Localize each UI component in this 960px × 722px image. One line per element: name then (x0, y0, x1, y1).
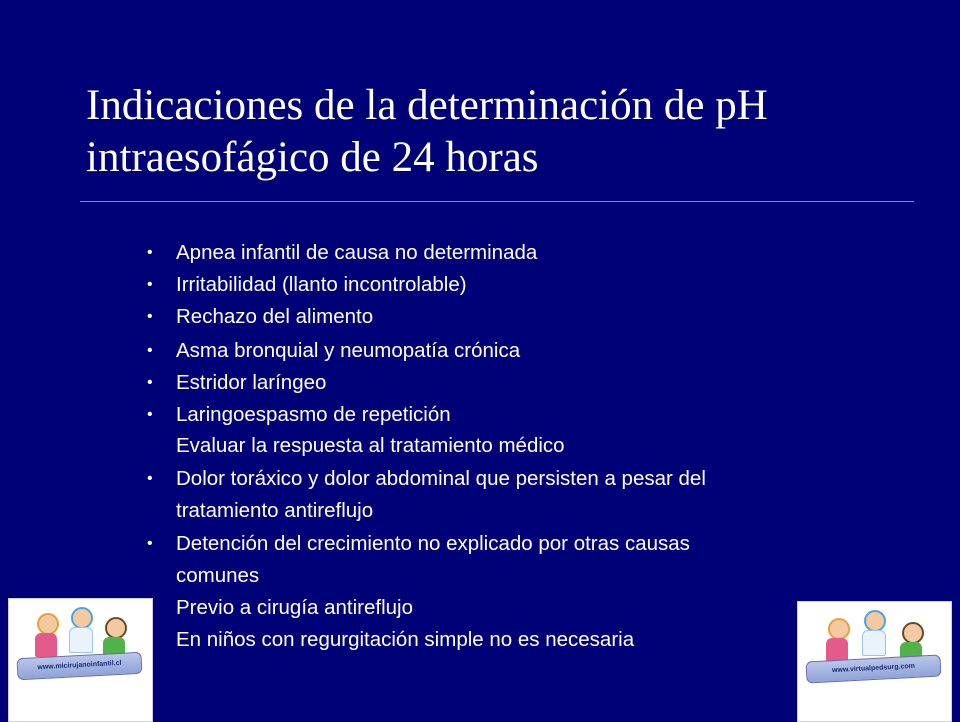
list-item (147, 466, 706, 492)
list-item-text: Detención del crecimiento no explicado por otras causas (176, 532, 690, 555)
title-line-1: Indicaciones de la determinación de pH (86, 82, 768, 129)
list-item (147, 370, 327, 396)
bullet-icon: • (147, 374, 153, 391)
list-item-text: Rechazo del alimento (176, 305, 374, 328)
list-item-text: En niños con regurgitación simple no es necesaria (176, 628, 635, 651)
list-item (176, 433, 565, 459)
bullet-icon: • (147, 470, 153, 487)
list-item (147, 338, 521, 364)
list-item-text: Estridor laríngeo (176, 371, 327, 394)
list-item (176, 563, 259, 589)
logo-url-banner: www.micirujanoinfantil.cl (17, 652, 143, 681)
virtualpedsurg-logo (797, 601, 952, 722)
child-head-icon (902, 622, 924, 644)
doctor-body-icon (69, 627, 93, 653)
list-item (176, 498, 373, 524)
micirujanoinfantil-logo (8, 598, 153, 722)
list-item (147, 304, 374, 330)
bullet-icon: • (147, 308, 153, 325)
list-item-text: comunes (176, 564, 260, 587)
list-item-text: Apnea infantil de causa no determinada (176, 241, 538, 264)
bullet-icon: • (147, 406, 153, 423)
bullet-icon: • (147, 535, 153, 552)
title-line-2: intraesofágico de 24 horas (86, 134, 539, 181)
bullet-icon: • (147, 276, 153, 293)
logo-url-banner: www.virtualpedsurg.com (806, 654, 942, 683)
child-head-icon (828, 618, 850, 640)
list-item-text: Dolor toráxico y dolor abdominal que persisten a pesar del (176, 467, 706, 490)
child-head-icon (105, 617, 127, 639)
list-item (147, 402, 451, 428)
list-item (147, 272, 467, 298)
doctor-head-icon (864, 610, 886, 632)
child-body-icon (35, 633, 57, 657)
list-item-text: Laringoespasmo de repetición (176, 403, 451, 426)
list-item-text: Irritabilidad (llanto incontrolable) (176, 273, 467, 296)
list-item-text: Evaluar la respuesta al tratamiento médico (176, 434, 565, 457)
list-item-text: Previo a cirugía antireflujo (176, 596, 414, 619)
child-head-icon (37, 613, 59, 635)
list-item (176, 627, 634, 653)
bullet-icon: • (147, 342, 153, 359)
bullet-icon: • (147, 244, 153, 261)
child-body-icon (826, 638, 848, 662)
list-item-text: Asma bronquial y neumopatía crónica (176, 339, 521, 362)
doctor-body-icon (862, 630, 886, 656)
list-item (176, 595, 413, 621)
doctor-head-icon (71, 607, 93, 629)
list-item-text: tratamiento antireflujo (176, 499, 374, 522)
list-item (147, 531, 690, 557)
list-item (147, 240, 538, 266)
